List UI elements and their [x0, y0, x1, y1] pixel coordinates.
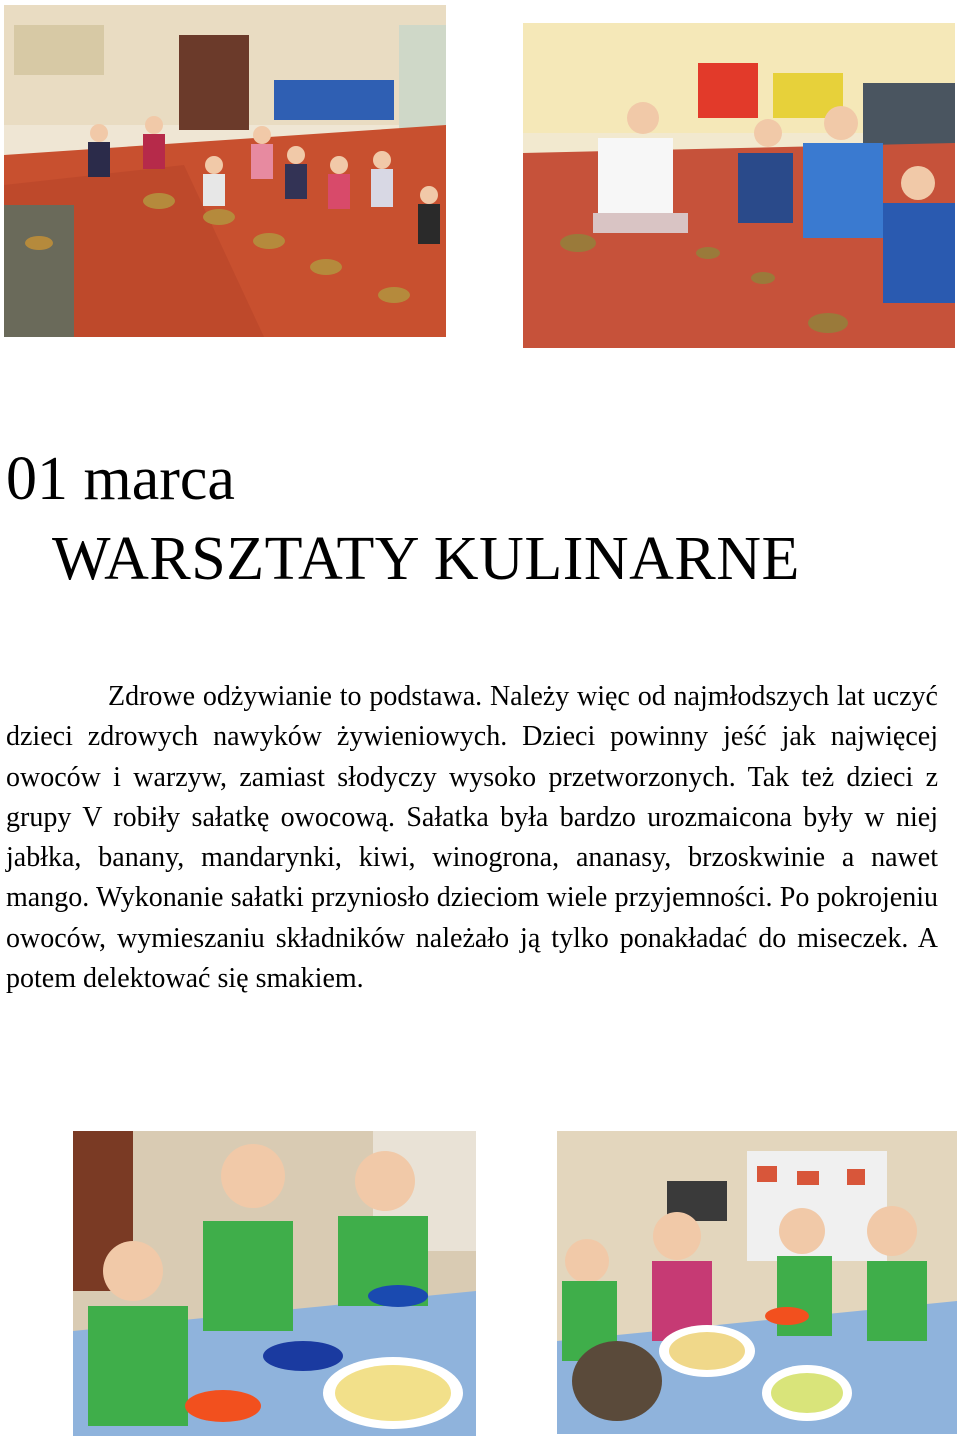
- photo-fruit-salad-table: [557, 1131, 957, 1434]
- photo-singing-bowls-classroom: [4, 5, 446, 337]
- article-paragraph: Zdrowe odżywianie to podstawa. Należy więc od najmłodszych lat uczyć dzieci zdrowych nawyków żywieniowych. Dzieci powinny jeść jak najwięcej owoców i warzyw, zamiast słodyczy wysoko przetworzonych. Tak też dzieci z grupy V robiły sałatkę owocową. Sałatka była bardzo urozmaicona były w niej jabłka, banany, mandarynki, kiwi, winogrona, ananasy, brzoskwinie a nawet mango. Wykonanie sałatki przyniosło dzieciom wiele przyjemności. Po pokrojeniu owoców, wymieszaniu składników należało ją tylko ponakładać do miseczek. A potem delektować się smakiem.: [6, 681, 938, 995]
- page-date: 01 marca: [6, 445, 235, 513]
- page-title: WARSZTATY KULINARNE: [52, 525, 800, 593]
- photo-children-with-bowls: [523, 23, 955, 348]
- photo-cutting-fruit: [73, 1131, 476, 1436]
